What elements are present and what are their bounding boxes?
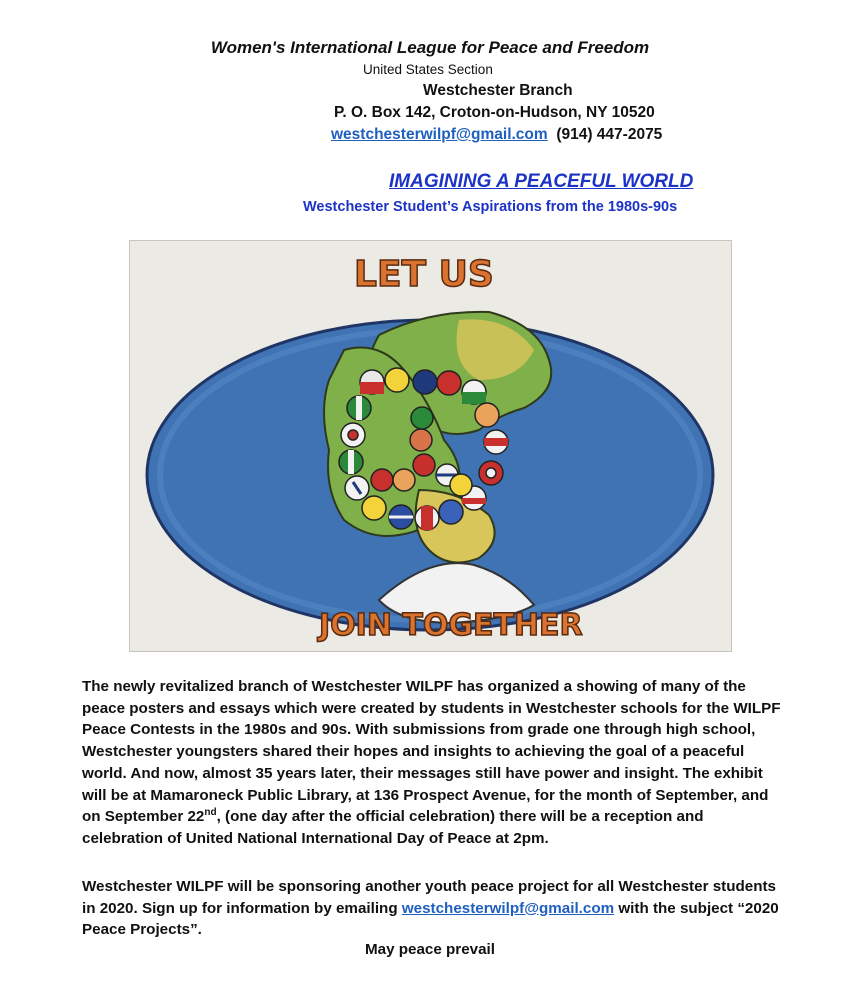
body-email-link[interactable]: westchesterwilpf@gmail.com (401, 899, 615, 917)
poster-bottom-text: JOIN TOGETHER (319, 608, 583, 643)
page-title: IMAGINING A PEACEFUL WORLD (389, 171, 694, 192)
closing-line: May peace prevail (364, 941, 495, 958)
paragraph-exhibit (82, 676, 782, 850)
contact-line (331, 126, 662, 144)
paragraph-youth-project (82, 876, 782, 941)
paragraph-exhibit-text: The newly revitalized branch of Westchester WILPF has organized a showing of many of the peace posters and essays which were created by students in Westchester schools for the WILPF Peace Contests in the 1980s and 90s. With submissions from grade one through high school, Westchester youngsters shared their hopes and insights to achieving the goal of a peaceful world. And now, almost 35 years later, their messages still have power and insight. The exhibit will be at Mamaroneck Public Library, at 136 Prospect Avenue, for the month of September, and on September 22 (82, 678, 781, 826)
branch-name: Westchester Branch (423, 82, 573, 99)
section-name: United States Section (363, 62, 493, 77)
paragraph-youth-text-end: with the subject “2020 Peace Projects”. (82, 899, 779, 939)
peace-poster-image (129, 240, 732, 652)
mailing-address: P. O. Box 142, Croton-on-Hudson, NY 10520 (334, 104, 655, 121)
phone-number: (914) 447-2075 (556, 126, 663, 143)
paragraph-exhibit-text-end: , (one day after the official celebration) there will be a reception and celebration of United National International Day of Peace at 2pm. (82, 808, 704, 847)
header-email-link[interactable]: westchesterwilpf@gmail.com (331, 126, 548, 143)
page-subtitle: Westchester Student’s Aspirations from the 1980s-90s (303, 199, 678, 215)
date-ordinal-suffix: nd (204, 807, 217, 819)
organization-name: Women's International League for Peace and Freedom (210, 38, 650, 57)
poster-top-text: LET US (354, 254, 494, 295)
paragraph-youth-text: Westchester WILPF will be sponsoring another youth peace project for all Westchester students in 2020. Sign up for information by emailing (82, 878, 776, 917)
